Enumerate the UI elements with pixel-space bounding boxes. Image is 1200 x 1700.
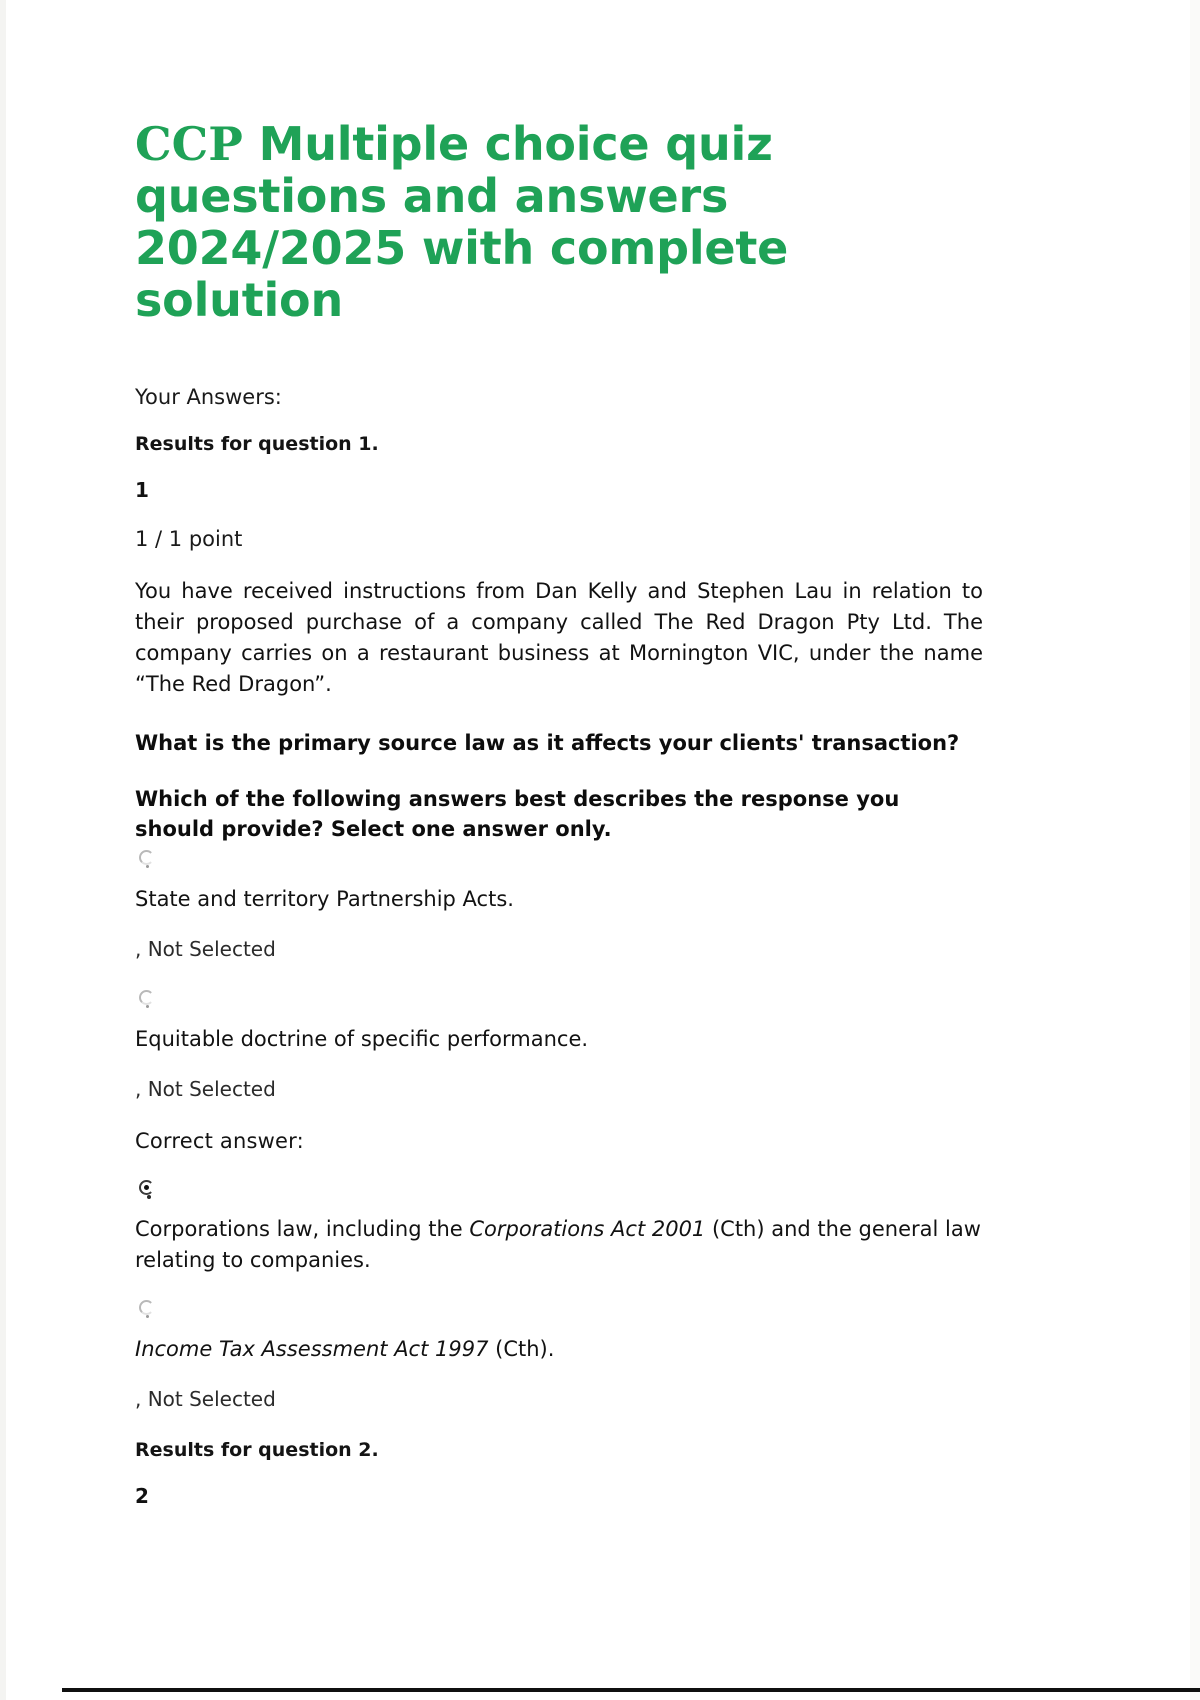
page-bottom-rule	[62, 1688, 1200, 1692]
page-title-lead: CCP	[135, 117, 243, 171]
option-a-radio[interactable]	[135, 848, 983, 870]
option-c-radio[interactable]	[135, 1178, 983, 1200]
option-a-text: State and territory Partnership Acts.	[135, 887, 514, 911]
radio-checked-icon[interactable]	[139, 1180, 154, 1195]
option-d-text-post: (Cth).	[488, 1337, 555, 1361]
radio-unchecked-icon[interactable]	[139, 1300, 154, 1315]
paper-edge-right	[1190, 0, 1200, 1700]
option-d-status: , Not Selected	[135, 1387, 276, 1411]
option-d-text-italic: Income Tax Assessment Act 1997	[135, 1337, 489, 1361]
option-d-radio[interactable]	[135, 1298, 983, 1320]
title-spacer	[135, 326, 983, 384]
option-b-status: , Not Selected	[135, 1077, 276, 1101]
question-1-stem: You have received instructions from Dan Kelly and Stephen Lau in relation to their proposed purchase of a company called The Red Dragon Pty Ltd. The company carries on a restaurant business at Mornington VIC, under the name “The Red Dragon”.	[135, 579, 983, 696]
page-title	[135, 118, 995, 326]
radio-unchecked-icon[interactable]	[139, 990, 154, 1005]
option-c-text-pre: Corporations law, including the	[135, 1217, 470, 1241]
correct-answer-label: Correct answer:	[135, 1129, 304, 1153]
question-1-number: 1	[135, 478, 149, 502]
option-c-text-italic: Corporations Act 2001	[469, 1217, 706, 1241]
results-for-question-2-label: Results for question 2.	[135, 1439, 379, 1461]
option-b-radio[interactable]	[135, 988, 983, 1010]
option-c-text	[135, 1214, 983, 1276]
results-for-question-1-label: Results for question 1.	[135, 433, 379, 455]
radio-unchecked-icon[interactable]	[139, 850, 154, 865]
question-1-points: 1 / 1 point	[135, 527, 243, 551]
question-1-prompt-primary: What is the primary source law as it affects your clients' transaction?	[135, 731, 960, 755]
option-d-text	[135, 1334, 983, 1365]
document-content	[135, 118, 983, 1532]
option-b-text: Equitable doctrine of specific performance.	[135, 1027, 589, 1051]
option-c-text-post: (Cth) and the general law relating to companies.	[135, 1217, 981, 1272]
page-title-rest: Multiple choice quiz questions and answers 2024/2025 with complete solution	[135, 117, 789, 327]
option-a-status: , Not Selected	[135, 937, 276, 961]
question-1-prompt-instruction: Which of the following answers best describes the response you should provide? Select one answer only.	[135, 787, 900, 841]
question-2-number: 2	[135, 1484, 149, 1508]
your-answers-heading: Your Answers:	[135, 385, 282, 409]
paper-edge-left	[0, 0, 6, 1700]
